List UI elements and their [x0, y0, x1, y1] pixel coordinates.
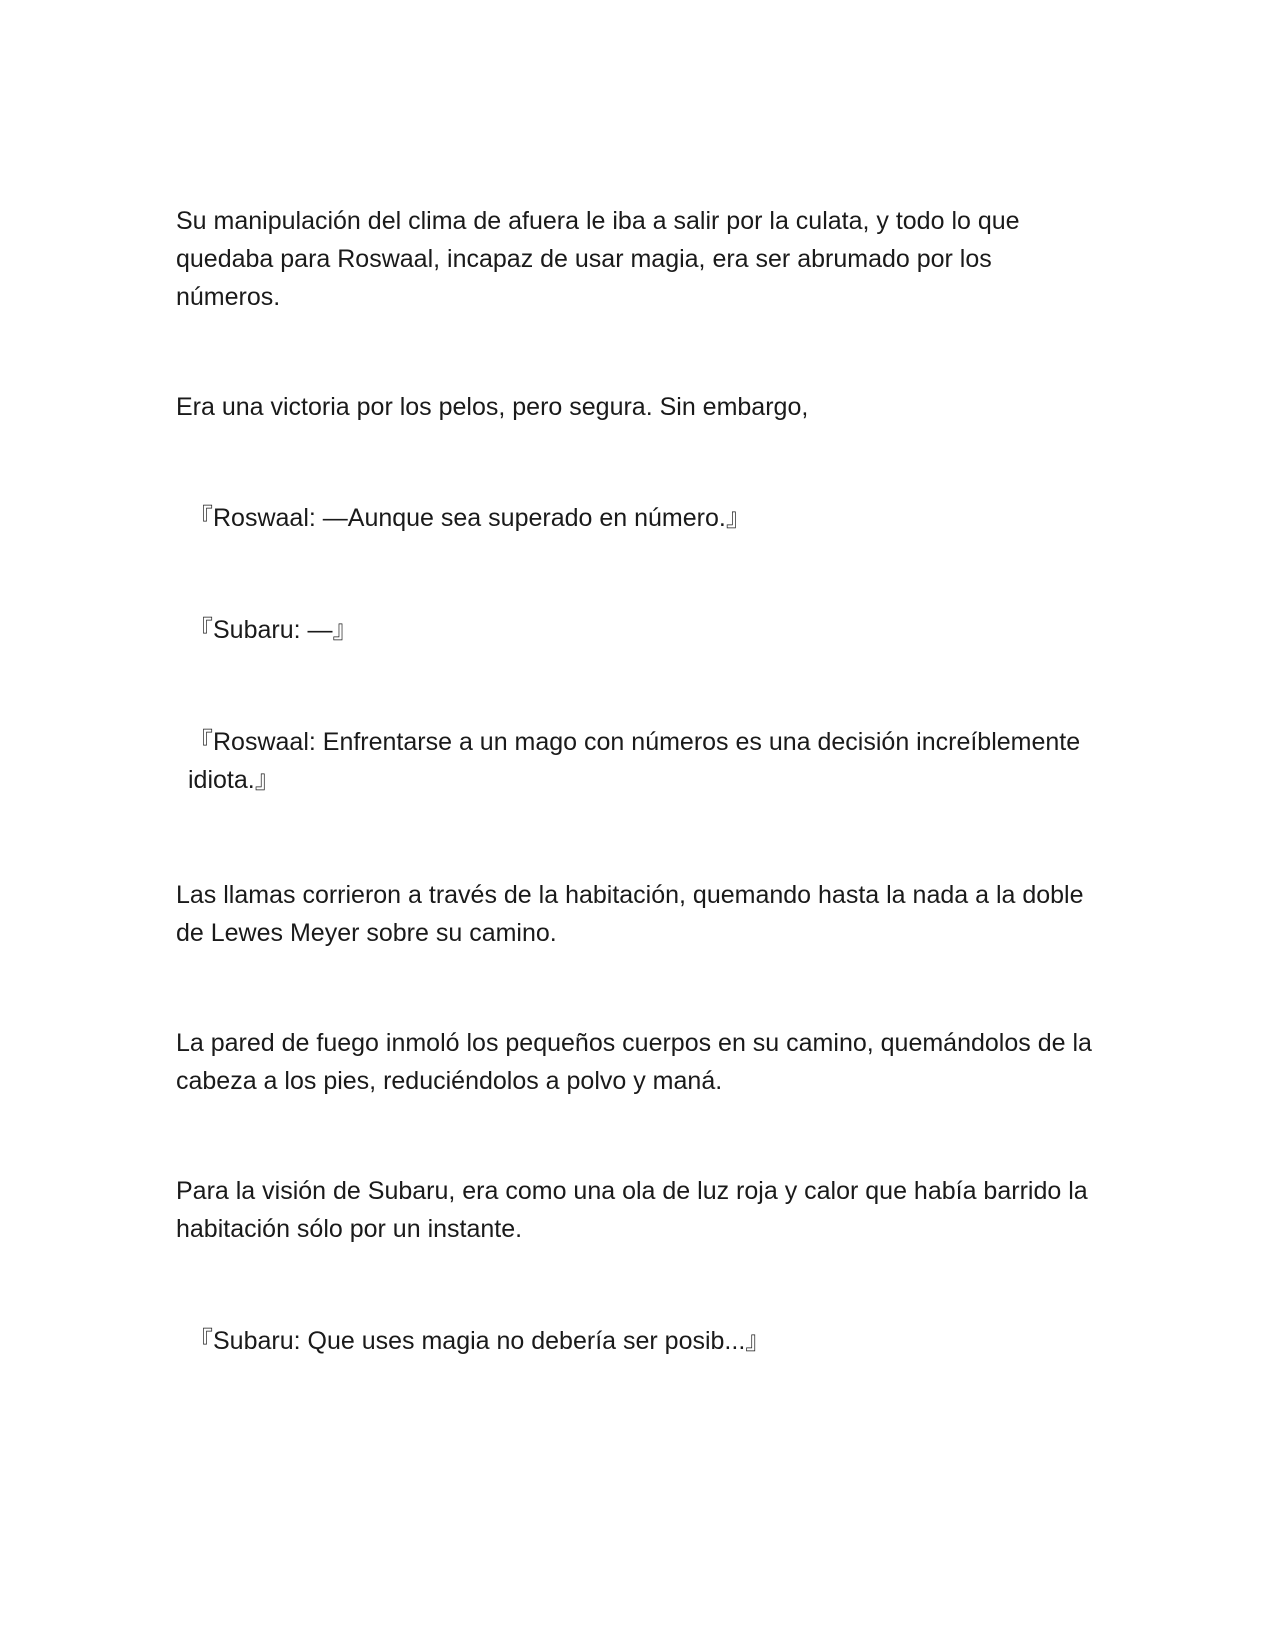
dialogue-line: 『Subaru: —』: [188, 616, 358, 644]
narration-paragraph: Las llamas corrieron a través de la habitación, quemando hasta la nada a la doble de Lewes Meyer sobre su camino.: [176, 881, 1084, 947]
dialogue-line: 『Subaru: Que uses magia no debería ser posib...』: [188, 1327, 771, 1355]
narration-paragraph: Era una victoria por los pelos, pero segura. Sin embargo,: [176, 393, 809, 421]
narration-paragraph: La pared de fuego inmoló los pequeños cuerpos en su camino, quemándolos de la cabeza a los pies, reduciéndolos a polvo y maná.: [176, 1029, 1092, 1095]
dialogue-line: 『Roswaal: Enfrentarse a un mago con números es una decisión increíblemente idiota.』: [188, 728, 1081, 794]
narration-paragraph: Para la visión de Subaru, era como una ola de luz roja y calor que había barrido la habitación sólo por un instante.: [176, 1177, 1088, 1243]
dialogue-line: 『Roswaal: —Aunque sea superado en número.』: [188, 504, 751, 532]
narration-paragraph: Su manipulación del clima de afuera le iba a salir por la culata, y todo lo que quedaba para Roswaal, incapaz de usar magia, era ser abrumado por los números.: [176, 207, 1020, 311]
